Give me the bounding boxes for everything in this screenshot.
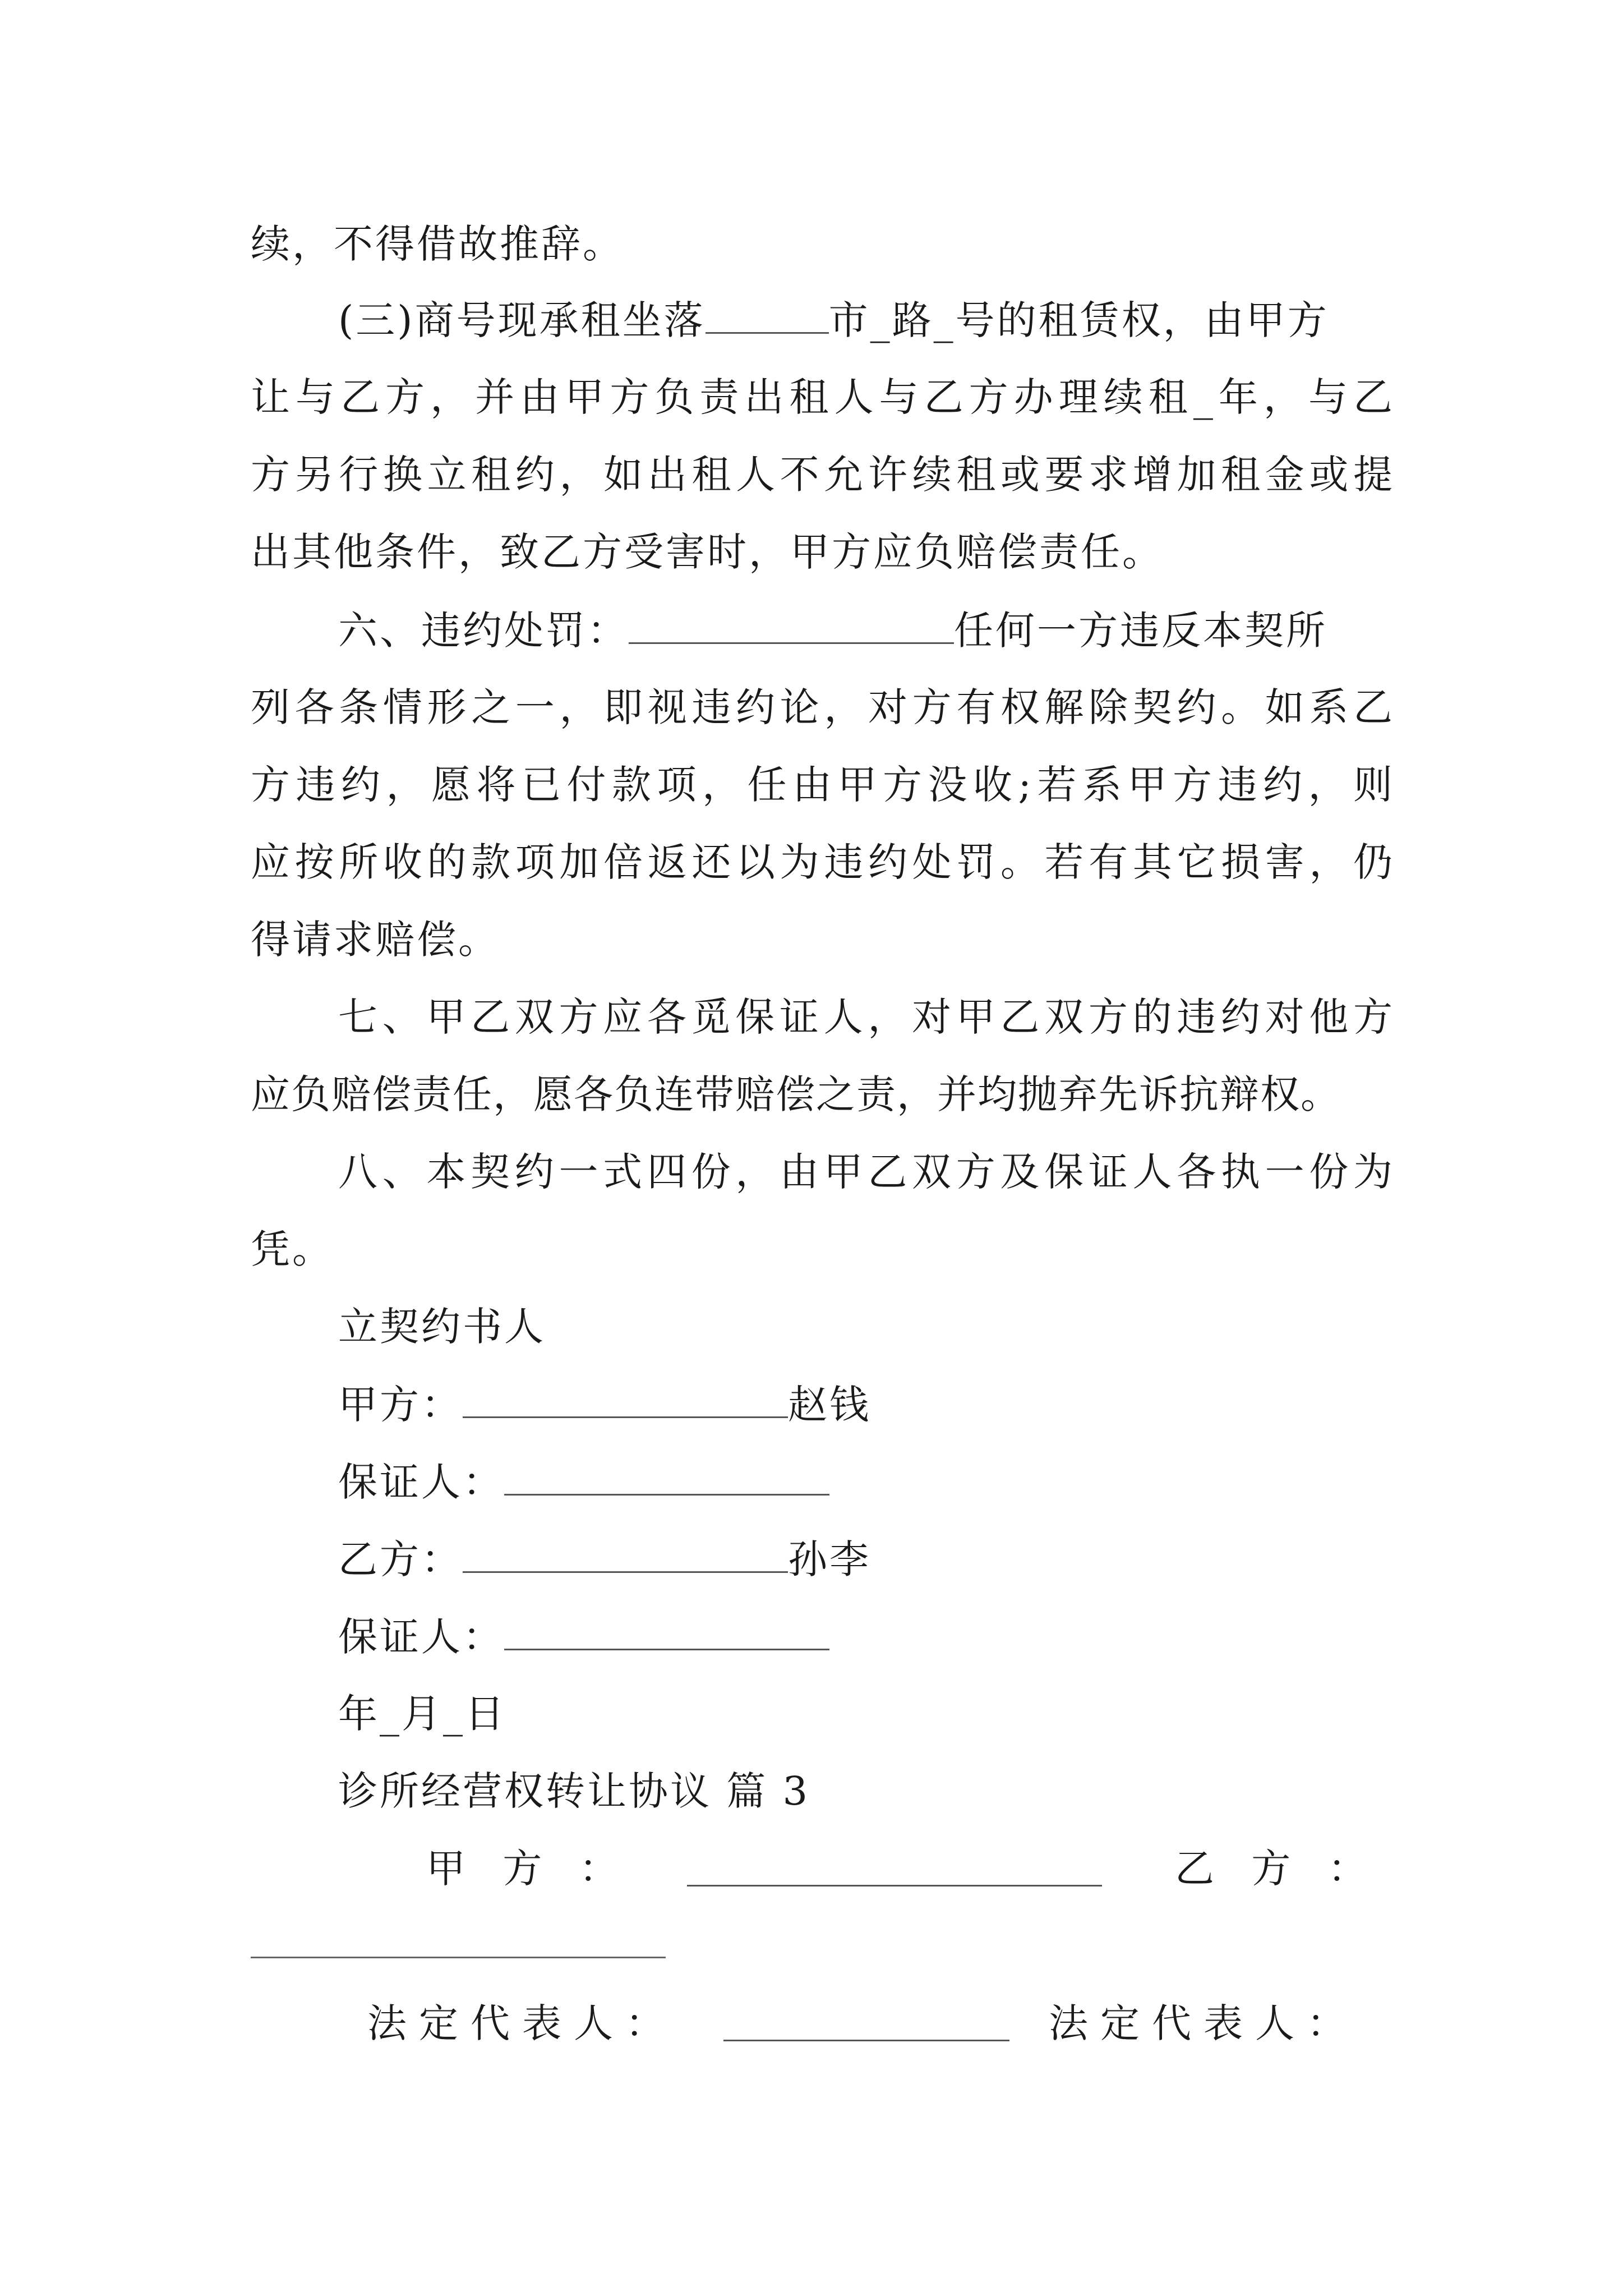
text: 得请求赔偿。 (251, 917, 500, 963)
guarantor-label: 保证人： (338, 1459, 504, 1505)
blank-field (629, 608, 954, 644)
blank-field (463, 1536, 788, 1573)
blank-field (251, 1957, 666, 1958)
guarantor-label: 保证人： (338, 1614, 504, 1660)
paragraph-line (338, 608, 1395, 653)
party-b-label: 乙方： (338, 1536, 463, 1582)
text: 年_月_日 (338, 1691, 506, 1737)
text: 出其他条件，致乙方受害时，甲方应负赔偿责任。 (251, 529, 1164, 575)
text: 乙 方 ： (1175, 1846, 1380, 1892)
blank-field (687, 1850, 1102, 1887)
text: 甲 方 ： (426, 1846, 631, 1892)
paragraph-line (338, 995, 1395, 1039)
text: 应按所收的款项加倍返还以为违约处罚。若有其它损害，仍 (251, 839, 1395, 885)
text: 诊所经营权转让协议 篇 3 (338, 1768, 810, 1814)
text: 续，不得借故推辞。 (251, 221, 624, 267)
paragraph-line (338, 297, 1395, 343)
paragraph-line (251, 840, 1395, 885)
paragraph-line (251, 452, 1395, 497)
paragraph-line (251, 375, 1395, 420)
blank-field (504, 1459, 829, 1496)
text: 列各条情形之一，即视违约论，对方有权解除契约。如系乙 (251, 684, 1395, 730)
paragraph-line (251, 685, 1395, 730)
section-title (338, 1769, 1395, 1814)
legal-rep-b-label (1049, 2001, 1396, 2046)
party-a-line (338, 1382, 1395, 1427)
text: 八、本契约一式四份，由甲乙双方及保证人各执一份为 (338, 1149, 1395, 1195)
text: 七、甲乙双方应各觅保证人，对甲乙双方的违约对他方 (338, 994, 1395, 1040)
paragraph-line (251, 917, 1395, 962)
guarantor-line (338, 1459, 1395, 1504)
signature-title (338, 1304, 1395, 1349)
paragraph-line (251, 762, 1395, 807)
party-a-name: 赵钱 (788, 1382, 871, 1428)
yi-fang-label (1175, 1846, 1399, 1891)
blank-field (706, 297, 829, 334)
text: 立契约书人 (338, 1304, 546, 1350)
blank-field (723, 2005, 1009, 2041)
jia-fang-label (426, 1846, 707, 1891)
party-b-line (338, 1536, 1395, 1582)
guarantor-line (338, 1614, 1395, 1659)
paragraph-line (251, 530, 1395, 574)
text: 方违约，愿将已付款项，任由甲方没收;若系甲方违约，则 (251, 762, 1395, 808)
paragraph-line (251, 1227, 1395, 1272)
text: (三)商号现承租坐落 (338, 297, 706, 343)
date-line (338, 1691, 1395, 1736)
blank-field (504, 1614, 829, 1650)
text: 市_路_号的租赁权，由甲方 (828, 297, 1329, 343)
text: 任何一方违反本契所 (954, 608, 1327, 654)
party-b-name: 孙李 (788, 1536, 871, 1582)
paragraph-line (251, 1072, 1395, 1117)
text: 六、违约处罚： (338, 608, 629, 654)
text: 让与乙方，并由甲方负责出租人与乙方办理续租_年，与乙 (251, 374, 1395, 420)
party-a-label: 甲方： (338, 1382, 463, 1428)
text: 法定代表人： (367, 2000, 677, 2046)
text: 法定代表人： (1049, 2000, 1358, 2046)
paragraph-line (251, 222, 1395, 266)
legal-rep-a-label (367, 2001, 704, 2046)
text: 应负赔偿责任，愿各负连带赔偿之责，并均抛弃先诉抗辩权。 (251, 1071, 1341, 1117)
paragraph-line (338, 1149, 1395, 1194)
blank-field (463, 1382, 788, 1418)
text: 方另行换立租约，如出租人不允许续租或要求增加租金或提 (251, 452, 1395, 498)
text: 凭。 (251, 1226, 334, 1272)
